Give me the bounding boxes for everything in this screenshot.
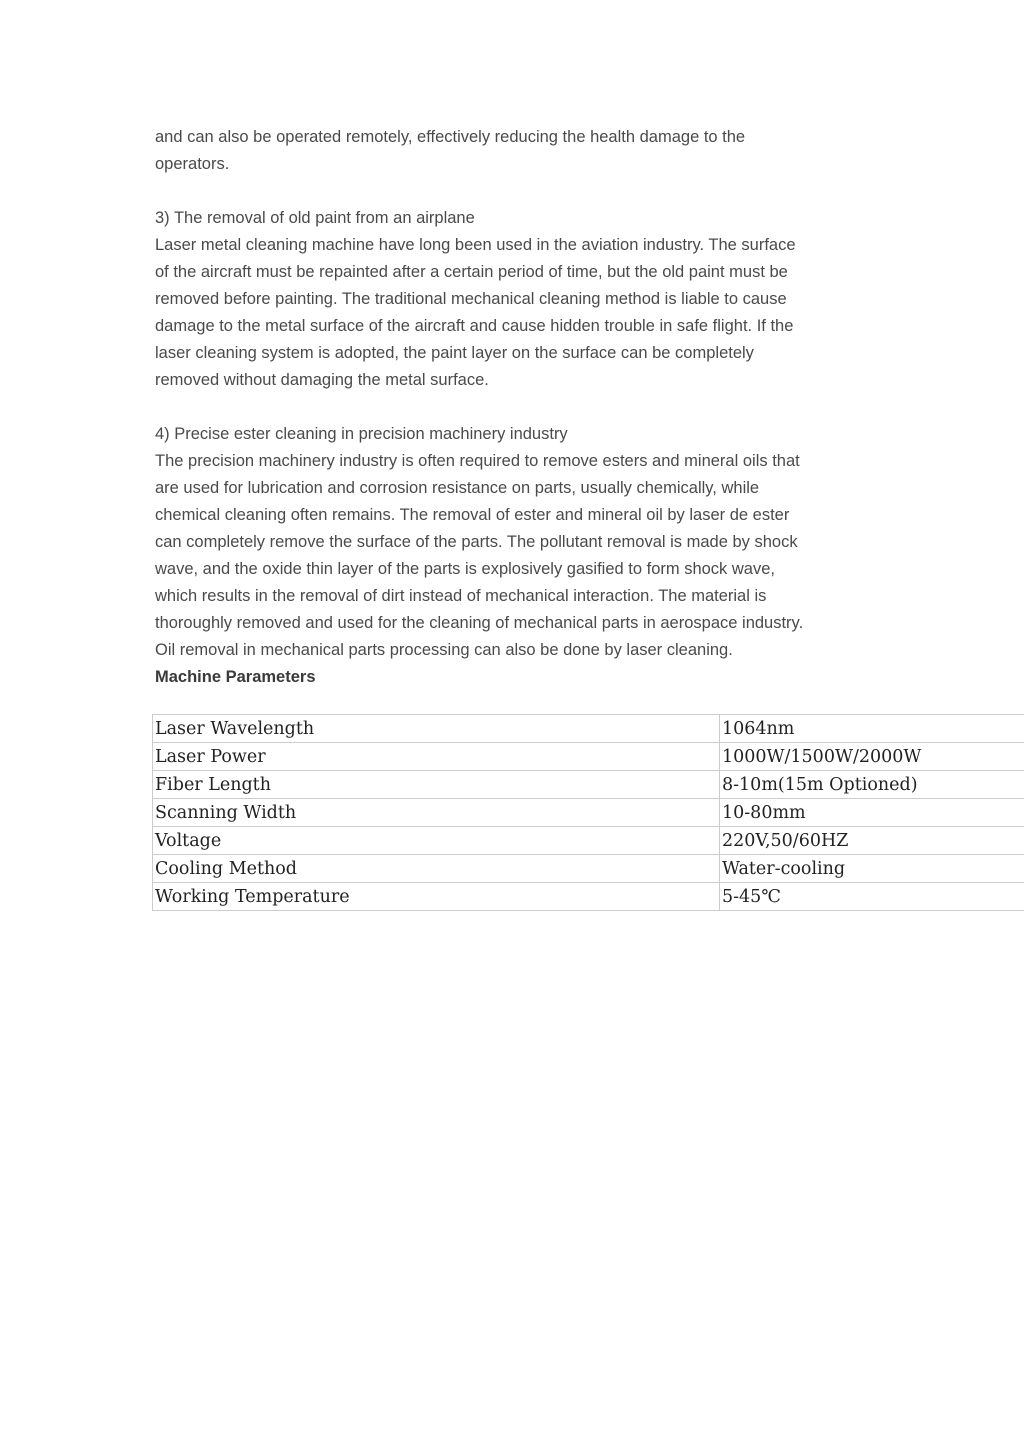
table-row <box>153 827 1024 855</box>
intro-paragraph: and can also be operated remotely, effectively reducing the health damage to the operators. <box>155 128 746 173</box>
table-row <box>153 855 1024 883</box>
table-row <box>153 743 1024 771</box>
machine-parameters-table <box>152 714 1024 911</box>
param-value-cell: 1000W/1500W/2000W <box>720 743 1024 771</box>
paragraph-spacer <box>155 394 875 421</box>
section-3-heading: 3) The removal of old paint from an airplane <box>155 209 475 227</box>
section-4-body: The precision machinery industry is often required to remove esters and mineral oils that are used for lubrication and corrosion resistance on parts, usually chemically, while chemical cleaning often remains. The removal of ester and mineral oil by laser de ester can completely remove the surface of the parts. The pollutant removal is made by shock wave, and the oxide thin layer of the parts is explosively gasified to form shock wave, which results in the removal of dirt instead of mechanical interaction. The material is thoroughly removed and used for the cleaning of mechanical parts in aerospace industry. Oil removal in mechanical parts processing can also be done by laser cleaning. <box>155 452 804 659</box>
param-name-cell: Scanning Width <box>153 799 720 827</box>
param-name-cell: Laser Power <box>153 743 720 771</box>
article-body <box>155 124 875 691</box>
param-name-cell: Laser Wavelength <box>153 715 720 743</box>
table-row <box>153 799 1024 827</box>
paragraph-spacer <box>155 178 875 205</box>
param-value-cell: 1064nm <box>720 715 1024 743</box>
param-name-cell: Fiber Length <box>153 771 720 799</box>
param-value-cell: 8-10m(15m Optioned) <box>720 771 1024 799</box>
param-value-cell: Water-cooling <box>720 855 1024 883</box>
table-row <box>153 883 1024 911</box>
param-value-cell: 10-80mm <box>720 799 1024 827</box>
table-row <box>153 715 1024 743</box>
param-name-cell: Voltage <box>153 827 720 855</box>
param-name-cell: Cooling Method <box>153 855 720 883</box>
param-value-cell: 220V,50/60HZ <box>720 827 1024 855</box>
table-row <box>153 771 1024 799</box>
param-value-cell: 5-45℃ <box>720 883 1024 911</box>
section-3-body: Laser metal cleaning machine have long been used in the aviation industry. The surface of the aircraft must be repainted after a certain period of time, but the old paint must be removed before painting. The traditional mechanical cleaning method is liable to cause damage to the metal surface of the aircraft and cause hidden trouble in safe flight. If the laser cleaning system is adopted, the paint layer on the surface can be completely removed without damaging the metal surface. <box>155 236 796 389</box>
machine-parameters-heading: Machine Parameters <box>155 668 316 686</box>
param-name-cell: Working Temperature <box>153 883 720 911</box>
section-4-heading: 4) Precise ester cleaning in precision machinery industry <box>155 425 568 443</box>
